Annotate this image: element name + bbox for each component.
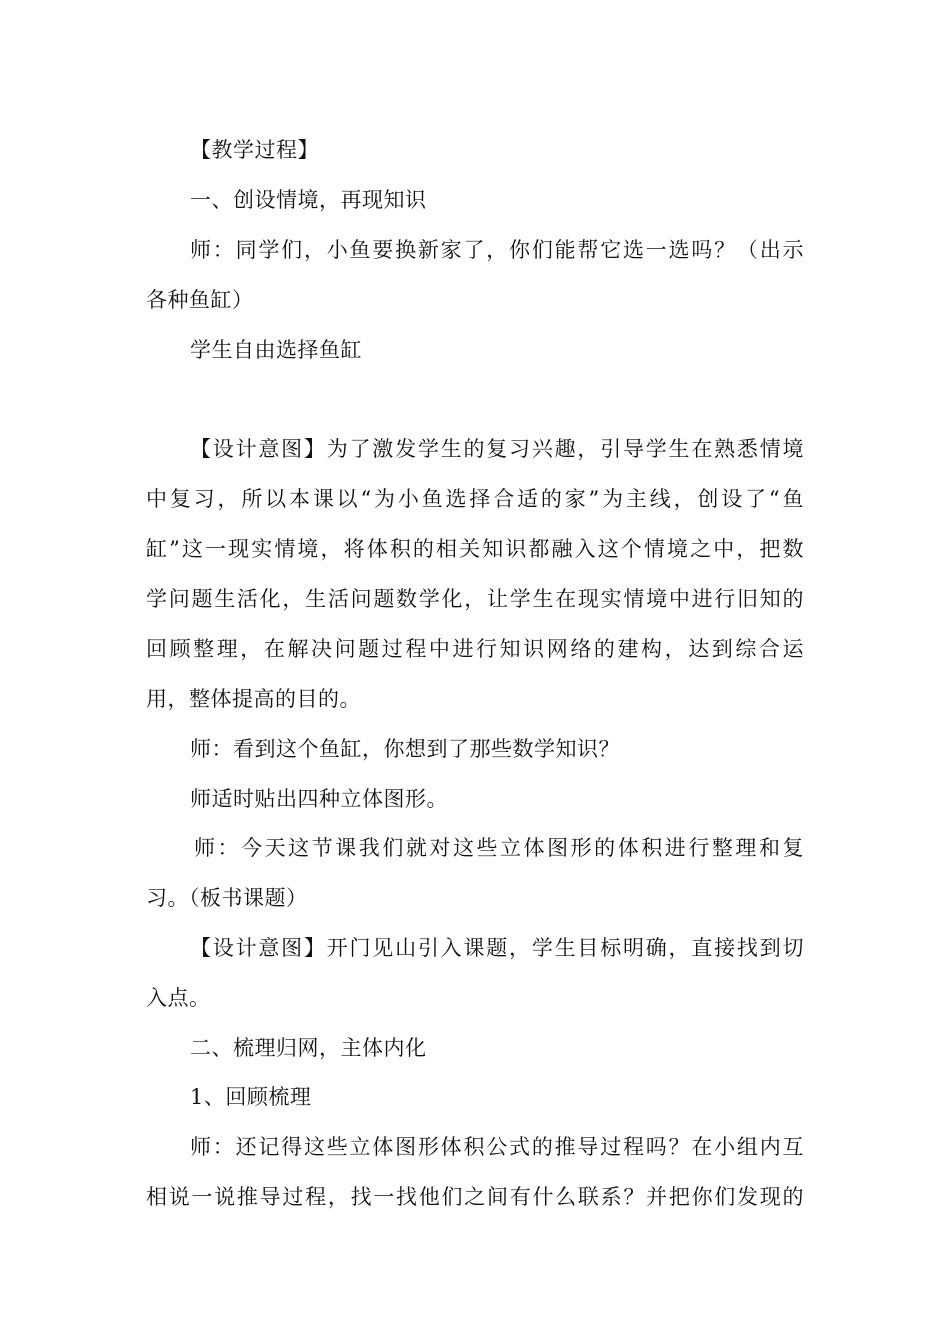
paragraph-line: 师适时贴出四种立体图形。 [190,787,448,811]
design-intent-line: 回顾整理，在解决问题过程中进行知识网络的建构，达到综合运 [146,637,804,661]
paragraph-line: 各种鱼缸） [146,288,254,312]
subsection-heading: 1、回顾梳理 [190,1085,312,1109]
paragraph-line: 相说一说推导过程，找一找他们之间有什么联系？并把你们发现的 [146,1185,804,1209]
paragraph-line: 师：看到这个鱼缸，你想到了那些数学知识？ [190,737,620,761]
design-intent-line: 学问题生活化，生活问题数学化，让学生在现实情境中进行旧知的 [146,587,804,611]
paragraph-line: 师：今天这节课我们就对这些立体图形的体积进行整理和复 [194,836,804,860]
section-heading-teaching-process: 【教学过程】 [190,138,319,162]
design-intent-line: 中复习，所以本课以“为小鱼选择合适的家”为主线，创设了“鱼 [146,487,804,511]
design-intent-line: 【设计意图】开门见山引入课题，学生目标明确，直接找到切 [190,936,804,960]
design-intent-line: 缸”这一现实情境，将体积的相关知识都融入这个情境之中，把数 [146,537,804,561]
paragraph-line: 师：还记得这些立体图形体积公式的推导过程吗？在小组内互 [190,1135,804,1159]
design-intent-line: 【设计意图】为了激发学生的复习兴趣，引导学生在熟悉情境 [190,437,804,461]
paragraph-line: 师：同学们，小鱼要换新家了，你们能帮它选一选吗？（出示 [190,238,804,262]
design-intent-line: 用，整体提高的目的。 [146,687,361,711]
paragraph-line: 学生自由选择鱼缸 [190,338,362,362]
section-heading-two: 二、梳理归网，主体内化 [190,1036,427,1060]
paragraph-line: 习。（板书课题） [146,886,308,910]
section-heading-one: 一、创设情境，再现知识 [190,188,427,212]
design-intent-line: 入点。 [146,986,211,1010]
